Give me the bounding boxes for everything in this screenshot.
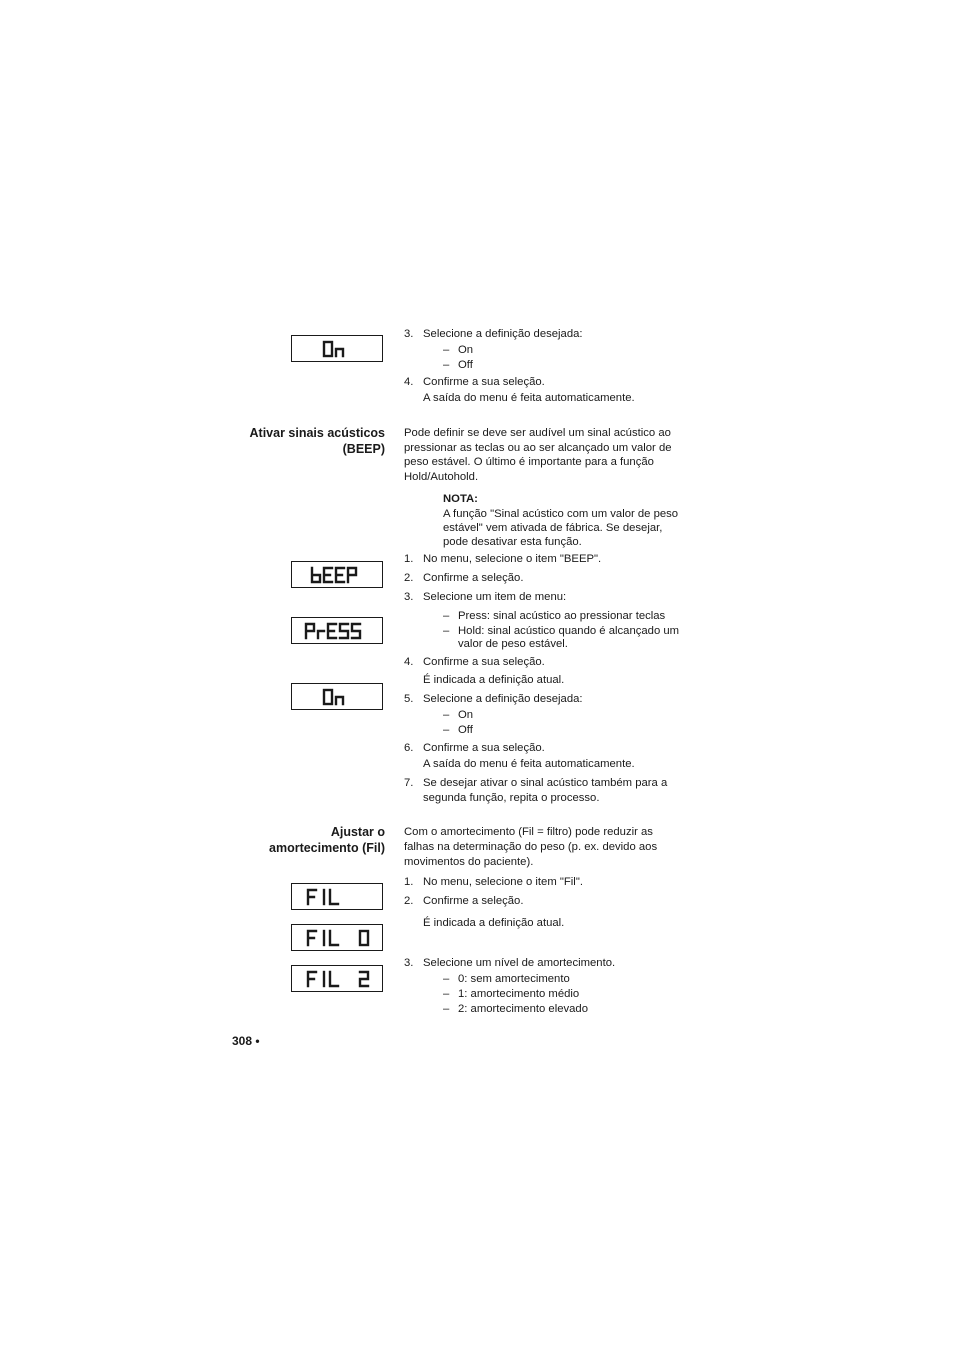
- lcd-text-press-icon: [292, 618, 384, 645]
- list-dash: –: [443, 1003, 450, 1015]
- section-heading-beep: [250, 425, 385, 457]
- lcd-display-beep: [291, 561, 383, 588]
- lcd-text-on-icon: [292, 336, 384, 363]
- lcd-display-fil-0: [291, 924, 383, 951]
- intro-line: Pode definir se deve ser audível um sinal acústico ao: [404, 427, 671, 439]
- lcd-display-on-2: [291, 683, 383, 710]
- intro-line: pressionar as teclas ou ao ser alcançado um valor de: [404, 442, 672, 454]
- list-dash: –: [443, 709, 450, 721]
- option-text: Hold: sinal acústico quando é alcançado um: [458, 625, 680, 637]
- intro-line: peso estável. O último é importante para a função: [404, 456, 654, 468]
- section-heading-fil: [269, 824, 385, 856]
- option-text: Off: [458, 724, 473, 736]
- step-number: 2.: [404, 895, 414, 907]
- step-number: 7.: [404, 777, 414, 789]
- heading-line: (BEEP): [342, 442, 385, 456]
- intro-line: Com o amortecimento (Fil = filtro) pode reduzir as: [404, 826, 653, 838]
- step-text: Selecione a definição desejada:: [423, 693, 583, 705]
- option-text: Press: sinal acústico ao pressionar teclas: [458, 610, 666, 622]
- step-text: Confirme a sua seleção.: [423, 656, 545, 668]
- step-text: Confirme a sua seleção.: [423, 376, 545, 388]
- step-number: 5.: [404, 693, 414, 705]
- step-text: Selecione um nível de amortecimento.: [423, 957, 616, 969]
- step-text: Confirme a seleção.: [423, 572, 524, 584]
- intro-line: movimentos do paciente).: [404, 856, 534, 868]
- note-title: NOTA:: [443, 493, 478, 505]
- step-note: É indicada a definição atual.: [423, 674, 565, 686]
- intro-line: Hold/Autohold.: [404, 471, 479, 483]
- step-number: 3.: [404, 328, 414, 340]
- list-dash: –: [443, 610, 450, 622]
- step-note: A saída do menu é feita automaticamente.: [423, 392, 635, 404]
- heading-line: Ajustar o: [330, 825, 385, 839]
- step-text: Se desejar ativar o sinal acústico também para a: [423, 777, 668, 789]
- step-number: 3.: [404, 591, 414, 603]
- lcd-text-fil-0-icon: [292, 925, 384, 952]
- step-number: 1.: [404, 876, 414, 888]
- option-text: On: [458, 709, 474, 721]
- option-text: 0: sem amortecimento: [458, 973, 570, 985]
- step-note: É indicada a definição atual.: [423, 917, 565, 929]
- lcd-text-beep-icon: [292, 562, 384, 589]
- step-text: No menu, selecione o item "Fil".: [423, 876, 583, 888]
- option-text: valor de peso estável.: [458, 638, 568, 650]
- step-number: 6.: [404, 742, 414, 754]
- list-dash: –: [443, 988, 450, 1000]
- list-dash: –: [443, 344, 450, 356]
- option-text: On: [458, 344, 474, 356]
- step-text: Confirme a sua seleção.: [423, 742, 545, 754]
- lcd-display-on: [291, 335, 383, 362]
- step-text: segunda função, repita o processo.: [423, 792, 600, 804]
- intro-line: falhas na determinação do peso (p. ex. devido aos: [404, 841, 658, 853]
- option-text: 2: amortecimento elevado: [458, 1003, 588, 1015]
- lcd-display-fil-2: [291, 965, 383, 992]
- list-dash: –: [443, 973, 450, 985]
- lcd-display-fil: [291, 883, 383, 910]
- lcd-text-fil-icon: [292, 884, 384, 911]
- step-number: 3.: [404, 957, 414, 969]
- list-dash: –: [443, 359, 450, 371]
- step-text: Selecione a definição desejada:: [423, 328, 583, 340]
- note-line: A função "Sinal acústico com um valor de peso: [443, 508, 679, 520]
- step-note: A saída do menu é feita automaticamente.: [423, 758, 635, 770]
- step-number: 1.: [404, 553, 414, 565]
- step-number: 4.: [404, 376, 414, 388]
- list-dash: –: [443, 625, 450, 637]
- step-text: Confirme a seleção.: [423, 895, 524, 907]
- list-dash: –: [443, 724, 450, 736]
- lcd-text-fil-2-icon: [292, 966, 384, 993]
- step-number: 4.: [404, 656, 414, 668]
- page-number: 308 •: [232, 1034, 260, 1048]
- option-text: 1: amortecimento médio: [458, 988, 580, 1000]
- step-text: No menu, selecione o item "BEEP".: [423, 553, 602, 565]
- step-text: Selecione um item de menu:: [423, 591, 567, 603]
- step-number: 2.: [404, 572, 414, 584]
- lcd-text-on-icon: [292, 684, 384, 711]
- option-text: Off: [458, 359, 473, 371]
- lcd-display-press: [291, 617, 383, 644]
- note-line: pode desativar esta função.: [443, 536, 582, 548]
- heading-line: Ativar sinais acústicos: [249, 426, 385, 440]
- heading-line: amortecimento (Fil): [269, 841, 385, 855]
- note-line: estável" vem ativada de fábrica. Se desejar,: [443, 522, 663, 534]
